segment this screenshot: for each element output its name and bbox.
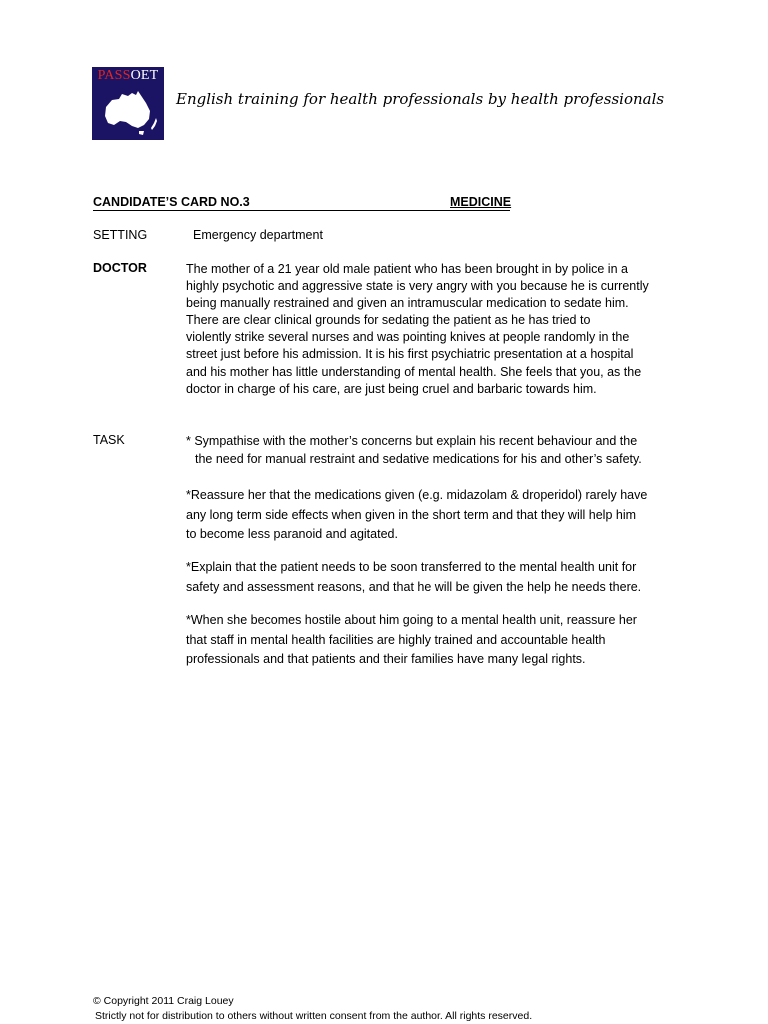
title-underline [93,210,510,211]
task-item-3: *Explain that the patient needs to be soon transferred to the mental health unit for safety and assessment reasons, and that he will be given the help he needs there. [186,560,642,594]
card-subject: MEDICINE [450,195,512,209]
task-label: TASK [93,433,125,447]
tagline: English training for health professionals by health professionals [176,90,665,108]
australia-map-icon [92,85,164,140]
task-item-2: *Reassure her that the medications given (e.g. midazolam & droperidol) rarely have any long term side effects when given in the short term and that they will help him to become less paranoid and agitated. [186,488,648,541]
task-item-1: * Sympathise with the mother’s concerns but explain his recent behaviour and the the need for manual restraint and sedative medications for his and other’s safety. [186,434,642,466]
doctor-label: DOCTOR [93,261,147,275]
passoet-logo [92,67,164,140]
setting-value: Emergency department [193,228,323,242]
setting-label: SETTING [93,228,148,242]
logo-wordmark: PASSOET [92,67,164,85]
copyright-line: © Copyright 2011 Craig Louey [93,995,234,1007]
distribution-notice: Strictly not for distribution to others without written consent from the author. All rights reserved. [95,1010,533,1022]
task-item-4: *When she becomes hostile about him going to a mental health unit, reassure her that staff in mental health facilities are highly trained and accountable health professionals and that patients and their families have many legal rights. [186,613,637,666]
doctor-paragraph: The mother of a 21 year old male patient who has been brought in by police in a highly psychotic and aggressive state is very angry with you because he is currently being manually restrained and given an intramuscular medication to sedate him. There are clear clinical grounds for sedating the patient as he has tried to violently strike several nurses and was pointing knives at people randomly in the street just before his admission. It is his first psychiatric presentation at a hospital and his mother has little understanding of mental health. She feels that you, as the doctor in charge of his care, are just being cruel and barbaric towards him. [186,262,649,396]
card-title: CANDIDATE’S CARD NO.3 [93,195,250,209]
